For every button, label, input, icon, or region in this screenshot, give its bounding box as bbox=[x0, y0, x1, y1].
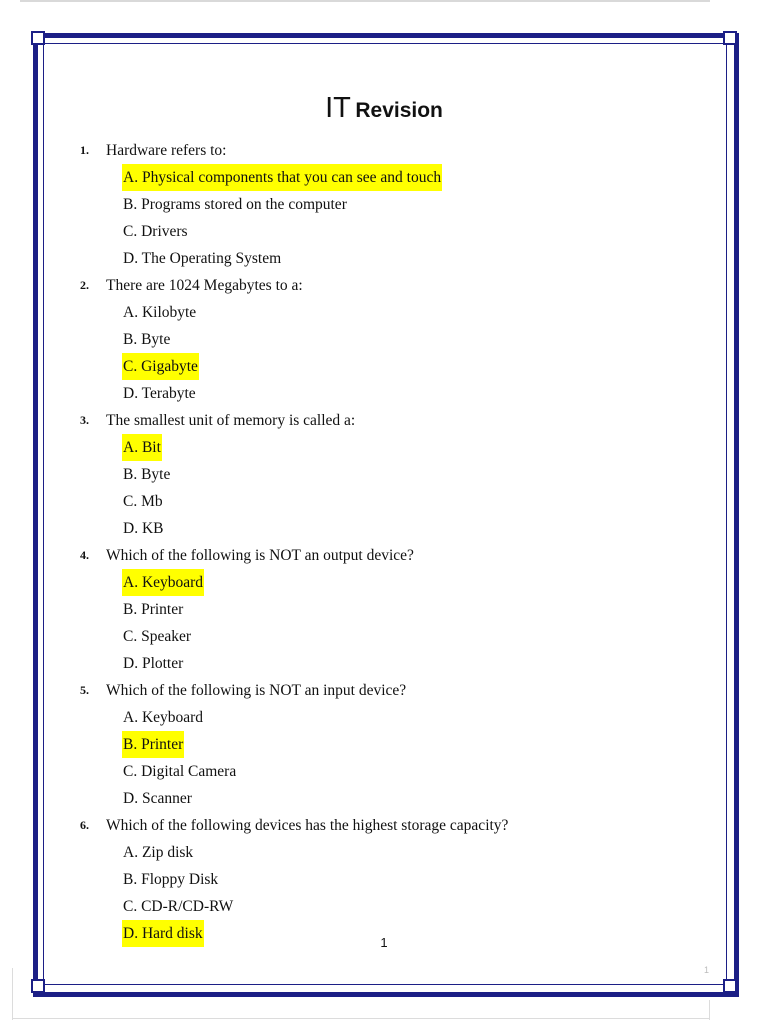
answer-option bbox=[80, 326, 700, 353]
question bbox=[80, 407, 700, 434]
answer-option bbox=[80, 461, 700, 488]
page-title-sub: Revision bbox=[355, 99, 443, 122]
answer-option bbox=[80, 866, 700, 893]
answer-option-text: A. Zip disk bbox=[123, 844, 194, 861]
question-number: 6. bbox=[80, 818, 89, 832]
question bbox=[80, 137, 700, 164]
question-text: Which of the following is NOT an input device? bbox=[106, 682, 407, 699]
answer-option bbox=[80, 758, 700, 785]
answer-option-text: B. Printer bbox=[123, 601, 184, 618]
answer-option-text: D. Terabyte bbox=[123, 385, 196, 402]
answer-option bbox=[80, 488, 700, 515]
answer-option-text: B. Byte bbox=[123, 466, 171, 483]
answer-option bbox=[80, 191, 700, 218]
answer-option bbox=[80, 650, 700, 677]
stray-mark: 1 bbox=[704, 965, 710, 975]
question-text: Which of the following is NOT an output device? bbox=[106, 547, 414, 564]
answer-option-text: C. CD-R/CD-RW bbox=[123, 898, 234, 915]
answer-option-highlighted: A. Physical components that you can see and touch bbox=[122, 164, 442, 191]
question-text: The smallest unit of memory is called a: bbox=[106, 412, 356, 429]
answer-option-text: C. Speaker bbox=[123, 628, 192, 645]
answer-option-highlighted: D. Hard disk bbox=[122, 920, 204, 947]
question-text: There are 1024 Megabytes to a: bbox=[106, 277, 303, 294]
question bbox=[80, 677, 700, 704]
answer-option-text: B. Byte bbox=[123, 331, 171, 348]
answer-option-text: A. Kilobyte bbox=[123, 304, 197, 321]
question-number: 4. bbox=[80, 548, 89, 562]
answer-option bbox=[80, 569, 700, 596]
question-number: 5. bbox=[80, 683, 89, 697]
question-number: 2. bbox=[80, 278, 89, 292]
answer-option bbox=[80, 245, 700, 272]
answer-option bbox=[80, 164, 700, 191]
border-corner-ornament bbox=[723, 31, 737, 45]
answer-option-text: D. The Operating System bbox=[123, 250, 282, 267]
answer-option-text: B. Programs stored on the computer bbox=[123, 196, 347, 213]
question bbox=[80, 542, 700, 569]
answer-option-text: C. Mb bbox=[123, 493, 163, 510]
question-number: 1. bbox=[80, 143, 89, 157]
page-edge-left bbox=[12, 968, 13, 1020]
page-title bbox=[0, 92, 768, 125]
answer-option bbox=[80, 515, 700, 542]
answer-option bbox=[80, 218, 700, 245]
question-text: Which of the following devices has the highest storage capacity? bbox=[106, 817, 509, 834]
answer-option bbox=[80, 704, 700, 731]
question bbox=[80, 812, 700, 839]
question-list bbox=[80, 137, 700, 947]
border-corner-ornament bbox=[31, 31, 45, 45]
answer-option-highlighted: A. Keyboard bbox=[122, 569, 204, 596]
answer-option bbox=[80, 893, 700, 920]
answer-option-text: A. Keyboard bbox=[123, 709, 204, 726]
answer-option-text: D. Plotter bbox=[123, 655, 184, 672]
answer-option bbox=[80, 380, 700, 407]
answer-option bbox=[80, 434, 700, 461]
page-edge-bottom bbox=[12, 1018, 710, 1019]
answer-option bbox=[80, 623, 700, 650]
page-number: 1 bbox=[380, 935, 388, 950]
question-text: Hardware refers to: bbox=[106, 142, 227, 159]
answer-option-highlighted: C. Gigabyte bbox=[122, 353, 199, 380]
answer-option-text: C. Digital Camera bbox=[123, 763, 237, 780]
border-corner-ornament bbox=[31, 979, 45, 993]
answer-option-text: D. Scanner bbox=[123, 790, 192, 807]
answer-option-text: C. Drivers bbox=[123, 223, 188, 240]
page-edge-top bbox=[20, 0, 710, 2]
page-edge-right bbox=[709, 1000, 710, 1020]
answer-option bbox=[80, 785, 700, 812]
answer-option bbox=[80, 596, 700, 623]
answer-option bbox=[80, 731, 700, 758]
answer-option-text: B. Floppy Disk bbox=[123, 871, 219, 888]
answer-option bbox=[80, 839, 700, 866]
border-corner-ornament bbox=[723, 979, 737, 993]
page-title-main: IT bbox=[325, 92, 351, 124]
question bbox=[80, 272, 700, 299]
answer-option-highlighted: B. Printer bbox=[122, 731, 184, 758]
answer-option-highlighted: A. Bit bbox=[122, 434, 162, 461]
answer-option bbox=[80, 353, 700, 380]
answer-option-text: D. KB bbox=[123, 520, 164, 537]
question-number: 3. bbox=[80, 413, 89, 427]
answer-option bbox=[80, 299, 700, 326]
